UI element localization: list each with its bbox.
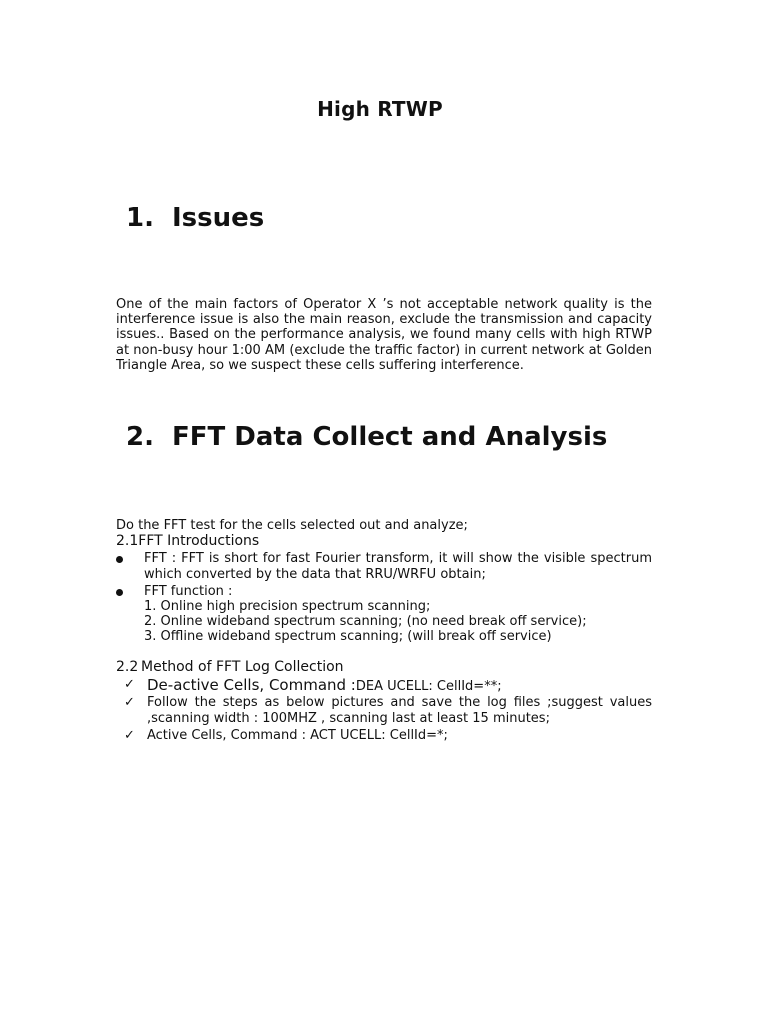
section-heading-text: Issues bbox=[172, 203, 265, 233]
checkmark-icon: ✓ bbox=[124, 677, 135, 692]
fft-function-list bbox=[144, 599, 587, 644]
section-number: 1. bbox=[126, 203, 154, 233]
bullet-dot-icon bbox=[116, 556, 123, 563]
list-item: 1. Online high precision spectrum scanning; bbox=[144, 599, 431, 614]
subsection-heading-fft-introductions: 2.1FFT Introductions bbox=[116, 533, 260, 549]
section-heading-fft bbox=[126, 422, 607, 452]
checklist-text bbox=[147, 677, 652, 695]
document-title: High RTWP bbox=[317, 97, 443, 121]
checklist-lead: De-active Cells, Command : bbox=[147, 676, 356, 694]
list-item: 3. Offline wideband spectrum scanning; (will break off service) bbox=[144, 629, 552, 644]
checklist-text: Active Cells, Command : ACT UCELL: CellId=*; bbox=[147, 728, 448, 743]
list-item: 2. Online wideband spectrum scanning; (no need break off service); bbox=[144, 614, 587, 629]
section-heading-issues bbox=[126, 203, 264, 233]
checkmark-icon: ✓ bbox=[124, 728, 135, 743]
subsection-heading-log-collection: 2.2 Method of FFT Log Collection bbox=[116, 659, 344, 675]
bullet-text: FFT : FFT is short for fast Fourier transform, it will show the visible spectrum which converted by the data that RRU/WRFU obtain; bbox=[144, 551, 652, 582]
bullet-dot-icon bbox=[116, 589, 123, 596]
section-heading-text: FFT Data Collect and Analysis bbox=[172, 422, 608, 452]
section-number: 2. bbox=[126, 422, 154, 452]
checklist-text: Follow the steps as below pictures and save the log files ;suggest values ,scanning width : 100MHZ , scanning last at least 15 minutes; bbox=[147, 695, 652, 726]
fft-intro-line: Do the FFT test for the cells selected out and analyze; bbox=[116, 518, 468, 533]
issues-paragraph: One of the main factors of Operator X ’s not acceptable network quality is the interference issue is also the main reason, exclude the transmission and capacity issues.. Based on the performance analysis, we found many cells with high RTWP at non-busy hour 1:00 AM (exclude the traffic factor) in current network at Golden Triangle Area, so we suspect these cells suffering interference. bbox=[116, 297, 652, 373]
checklist-command: DEA UCELL: CellId=**; bbox=[355, 679, 502, 694]
bullet-text: FFT function : bbox=[144, 584, 233, 599]
checkmark-icon: ✓ bbox=[124, 695, 135, 710]
